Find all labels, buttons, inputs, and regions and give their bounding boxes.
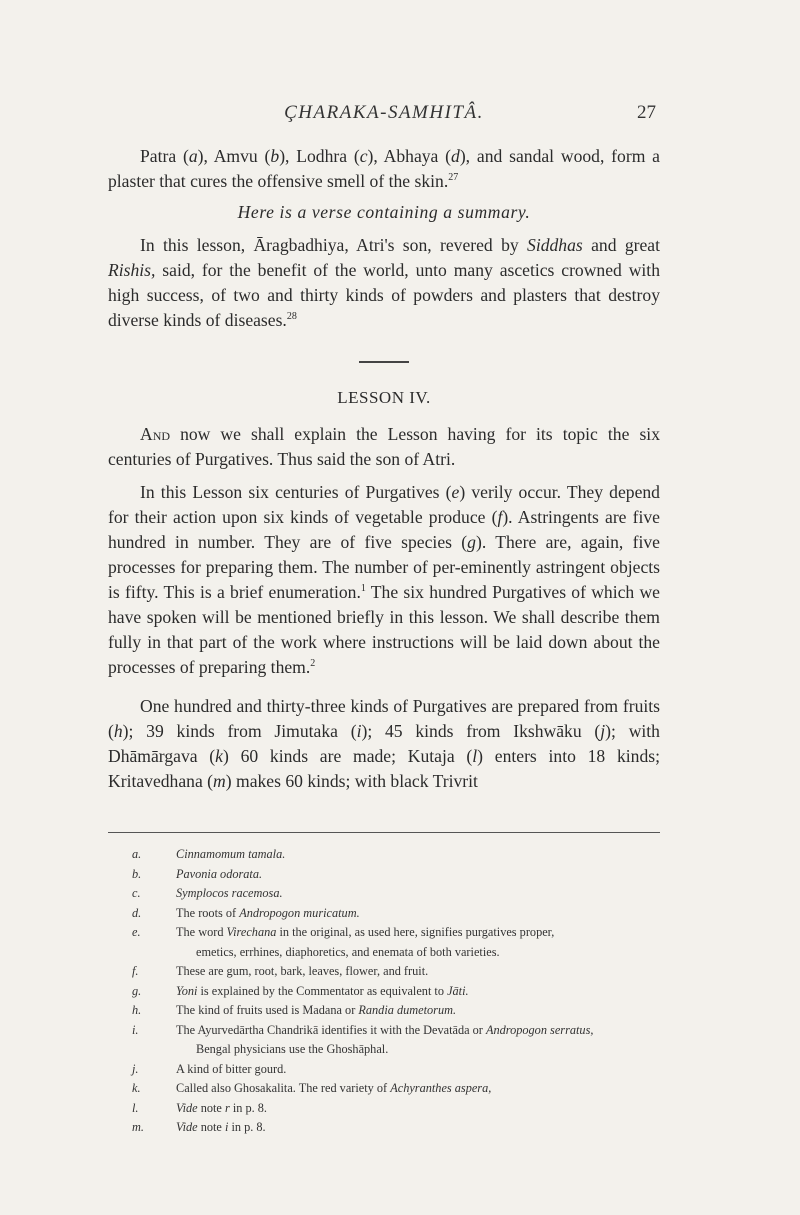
page-header bbox=[108, 102, 660, 128]
section-divider bbox=[359, 361, 409, 363]
running-title: ÇHARAKA-SAMHITÂ. bbox=[284, 102, 484, 123]
paragraph-summary: In this lesson, Āragbadhiya, Atri's son, revered by Siddhas and great Rishis, said, for the benefit of the world, unto many ascetics crowned with high success, of two and thirty kinds of powders and plasters that destroy diverse kinds of diseases.$^{28}$ bbox=[108, 235, 660, 330]
note-ref: 1 bbox=[360, 583, 366, 595]
page-number: 27 bbox=[637, 102, 656, 123]
footnote: e. The word Virechana in the original, as used here, signifies purgatives proper, emetics, errhines, diaphoretics, and enemata of both varieties. bbox=[132, 925, 555, 959]
main-text bbox=[108, 144, 660, 794]
footnotes bbox=[108, 845, 660, 1138]
footnote: d. The roots of Andropogon muricatum. bbox=[132, 905, 360, 920]
footnote: b. Pavonia odorata. bbox=[132, 866, 263, 881]
footnote: j. A kind of bitter gourd. bbox=[132, 1061, 287, 1076]
footnote: l. Vide note r in p. 8. bbox=[132, 1100, 267, 1115]
note-ref: 28 bbox=[286, 311, 297, 323]
paragraph-purgatives: In this Lesson six centuries of Purgatives (e) verily occur. They depend for their action upon six kinds of vegetable produce (f). Astringents are five hundred in number. They are of five species (g). There are, again, five processes for preparing them. The number of per-eminently astringent objects is fifty. This is a brief enumeration.$^1$ The six hundred Purgatives of which we have spoken will be mentioned briefly in this lesson. We shall describe them fully in that part of the work where instructions will be laid down about the processes of preparing them.$^2$ bbox=[108, 482, 660, 677]
note-ref: 27 bbox=[448, 172, 459, 184]
footnote: m. Vide note i in p. 8. bbox=[132, 1120, 266, 1134]
footnote: k. Called also Ghosakalita. The red variety of Achyranthes aspera, bbox=[132, 1081, 492, 1095]
summary-heading: Here is a verse containing a summary. bbox=[237, 202, 531, 222]
paragraph-plaster: Patra (a), Amvu (b), Lodhra (c), Abhaya (d), and sandal wood, form a plaster that cures the offensive smell of the skin.$^{27}$ bbox=[108, 146, 660, 191]
paragraph-kinds: One hundred and thirty-three kinds of Purgatives are prepared from fruits (h); 39 kinds from Jimutaka (i); 45 kinds from Ikshwāku (j); with Dhāmārgava (k) 60 kinds are made; Kutaja (l) enters into 18 kinds; Kritavedhana (m) makes 60 kinds; with black Trivrit bbox=[108, 696, 660, 791]
footnote: h. The kind of fruits used is Madana or Randia dumetorum. bbox=[132, 1003, 457, 1017]
footnote: g. Yoni is explained by the Commentator as equivalent to Jāti. bbox=[132, 983, 469, 998]
lesson-heading: LESSON IV. bbox=[337, 388, 431, 407]
footnote: a. Cinnamomum tamala. bbox=[132, 847, 286, 861]
footnote-divider bbox=[108, 832, 660, 833]
footnote: f. These are gum, root, bark, leaves, flower, and fruit. bbox=[132, 964, 429, 978]
footnote: i. The Ayurvedārtha Chandrikā identifies it with the Devatāda or Andropogon serratus, Bengal physicians use the Ghoshāphal. bbox=[132, 1022, 594, 1056]
paragraph-intro: And now we shall explain the Lesson having for its topic the six centuries of Purgatives. Thus said the son of Atri. bbox=[108, 424, 660, 469]
footnote: c. Symplocos racemosa. bbox=[132, 886, 283, 900]
note-ref: 2 bbox=[310, 658, 316, 670]
